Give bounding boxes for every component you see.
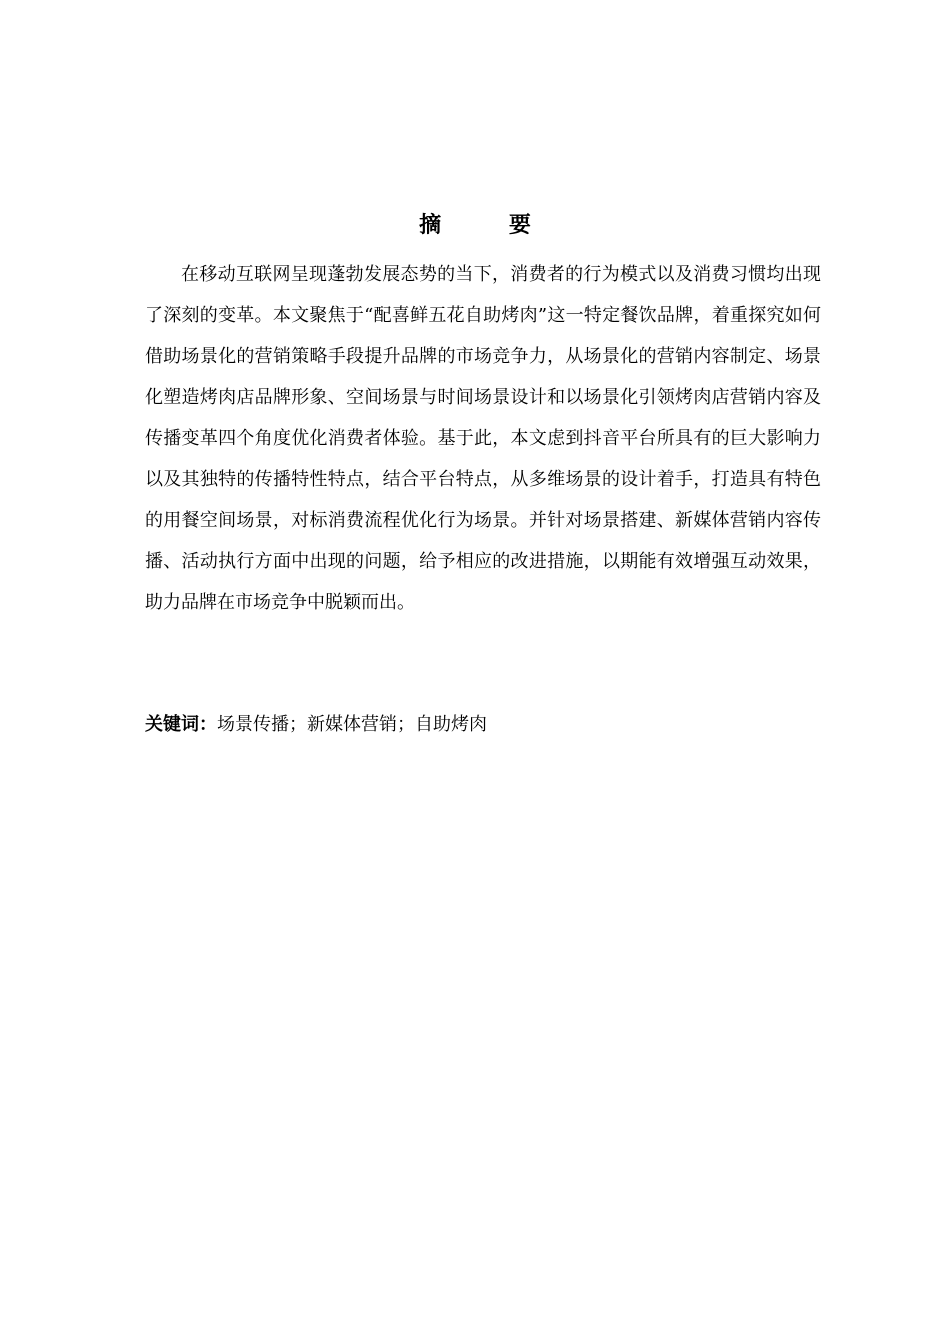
keywords-text: 场景传播；新媒体营销；自助烤肉 [217,714,487,735]
abstract-body: 在移动互联网呈现蓬勃发展态势的当下，消费者的行为模式以及消费习惯均出现了深刻的变革。本文聚焦于“配喜鲜五花自助烤肉”这一特定餐饮品牌，着重探究如何借助场景化的营销策略手段提升品牌的市场竞争力，从场景化的营销内容制定、场景化塑造烤肉店品牌形象、空间场景与时间场景设计和以场景化引领烤肉店营销内容及传播变革四个角度优化消费者体验。基于此，本文虑到抖音平台所具有的巨大影响力以及其独特的传播特性特点，结合平台特点，从多维场景的设计着手，打造具有特色的用餐空间场景，对标消费流程优化行为场景。并针对场景搭建、新媒体营销内容传播、活动执行方面中出现的问题，给予相应的改进措施，以期能有效增强互动效果，助力品牌在市场竞争中脱颖而出。 [145,264,821,613]
abstract-title: 摘 要 [419,213,561,238]
keywords-label: 关键词： [145,714,217,735]
keywords-line [145,710,821,740]
